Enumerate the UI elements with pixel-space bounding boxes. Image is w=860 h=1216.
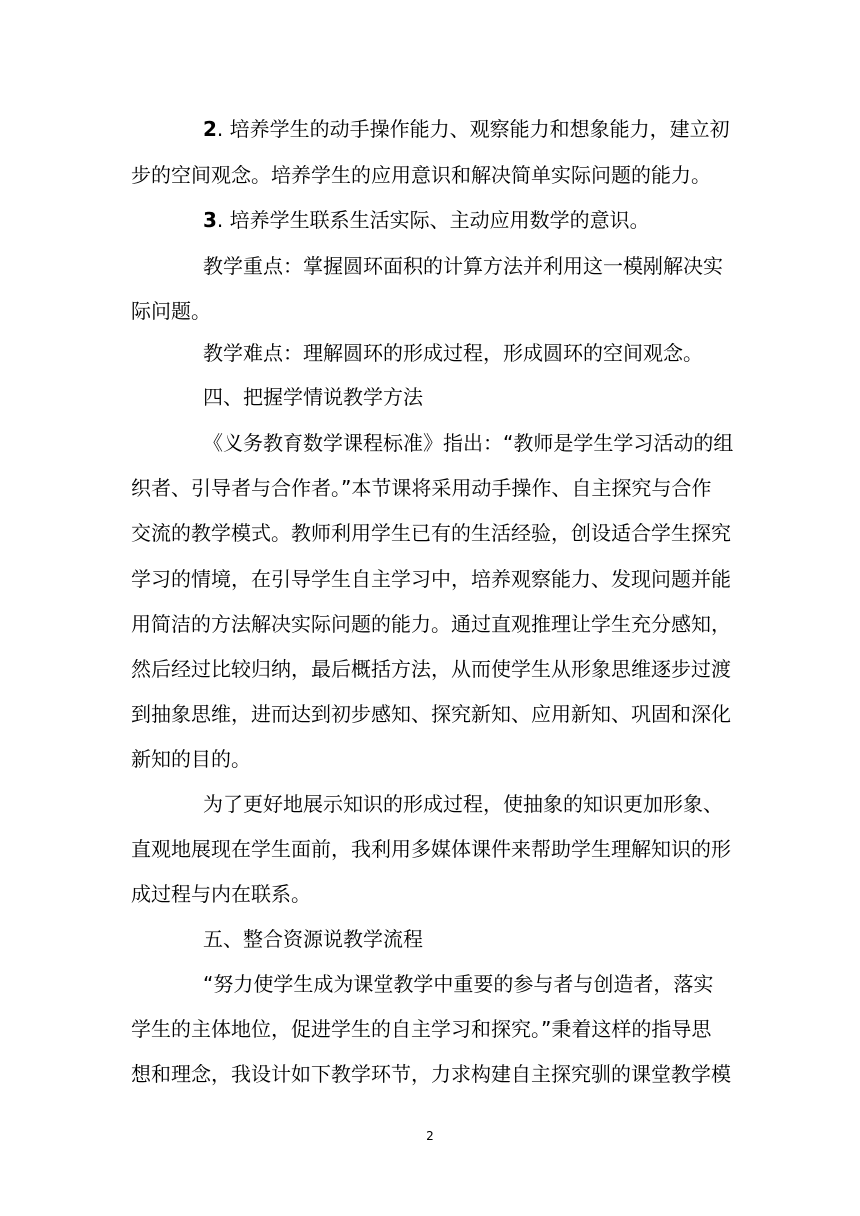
line-text: . 培养学生的动手操作能力、观察能力和想象能力，建立初 — [216, 117, 730, 141]
line-text: 五、整合资源说教学流程 — [203, 927, 423, 951]
text-line — [0, 513, 860, 553]
line-text: 教学难点：理解圆环的形成过程，形成圆环的空间观念。 — [203, 341, 703, 365]
list-number: 3 — [203, 208, 217, 232]
paragraph-difficulties — [0, 333, 860, 373]
line-text: 用简洁的方法解决实际问题的能力。通过直观推理让学生充分感知， — [131, 612, 731, 636]
line-text: 《义务教育数学课程标准》指出：“教师是学生学习活动的组 — [203, 431, 734, 455]
line-text: 新知的目的。 — [131, 747, 251, 771]
paragraph-process — [0, 964, 860, 1004]
paragraph-multimedia — [0, 784, 860, 824]
text-line — [0, 829, 860, 869]
line-text: 然后经过比较归纳，最后概括方法，从而使学生从形象思维逐步过渡 — [131, 657, 731, 681]
line-text: 直观地展现在学生面前，我利用多媒体课件来帮助学生理解知识的形 — [131, 837, 731, 861]
section-heading-4 — [0, 377, 860, 417]
text-line — [0, 649, 860, 689]
text-line — [0, 291, 860, 331]
line-text: 织者、引导者与合作者。”本节课将采用动手操作、自主探究与合作 — [131, 476, 712, 500]
paragraph-key-points — [0, 246, 860, 286]
text-line — [0, 468, 860, 508]
line-text: 成过程与内在联系。 — [131, 882, 311, 906]
text-line — [0, 694, 860, 734]
text-line — [0, 739, 860, 779]
page-number: 2 — [426, 1129, 434, 1143]
line-text: 为了更好地展示知识的形成过程，使抽象的知识更加形象、 — [203, 792, 723, 816]
line-text: 步的空间观念。培养学生的应用意识和解决简单实际问题的能力。 — [131, 163, 711, 187]
line-text: 学习的情境，在引导学生自主学习中，培养观察能力、发现问题并能 — [131, 567, 731, 591]
text-line — [0, 559, 860, 599]
line-text: 际问题。 — [131, 299, 211, 323]
line-text: “努力使学生成为课堂教学中重要的参与者与创造者，落实 — [203, 972, 714, 996]
text-line — [0, 604, 860, 644]
text-line — [0, 1054, 860, 1094]
line-text: 交流的教学模式。教师利用学生已有的生活经验，创设适合学生探究 — [131, 521, 731, 545]
line-text: . 培养学生联系生活实际、主动应用数学的意识。 — [216, 208, 650, 232]
text-line — [0, 874, 860, 914]
line-text: 四、把握学情说教学方法 — [203, 385, 423, 409]
list-number: 2 — [203, 117, 217, 141]
line-text: 教学重点：掌握圆环面积的计算方法并利用这一模剐解决实 — [203, 254, 723, 278]
line-text: 想和理念，我设计如下教学环节，力求构建自主探究驯的课堂教学模 — [131, 1062, 731, 1086]
line-text: 到抽象思维，进而达到初步感知、探究新知、应用新知、巩固和深化 — [131, 702, 731, 726]
paragraph-objective-2 — [0, 109, 860, 149]
text-line — [0, 155, 860, 195]
line-text: 学生的主体地位，促进学生的自主学习和探究。”秉着这样的指导思 — [131, 1017, 712, 1041]
section-heading-5 — [0, 919, 860, 959]
text-line — [0, 1009, 860, 1049]
paragraph-method — [0, 423, 860, 463]
paragraph-objective-3 — [0, 200, 860, 240]
